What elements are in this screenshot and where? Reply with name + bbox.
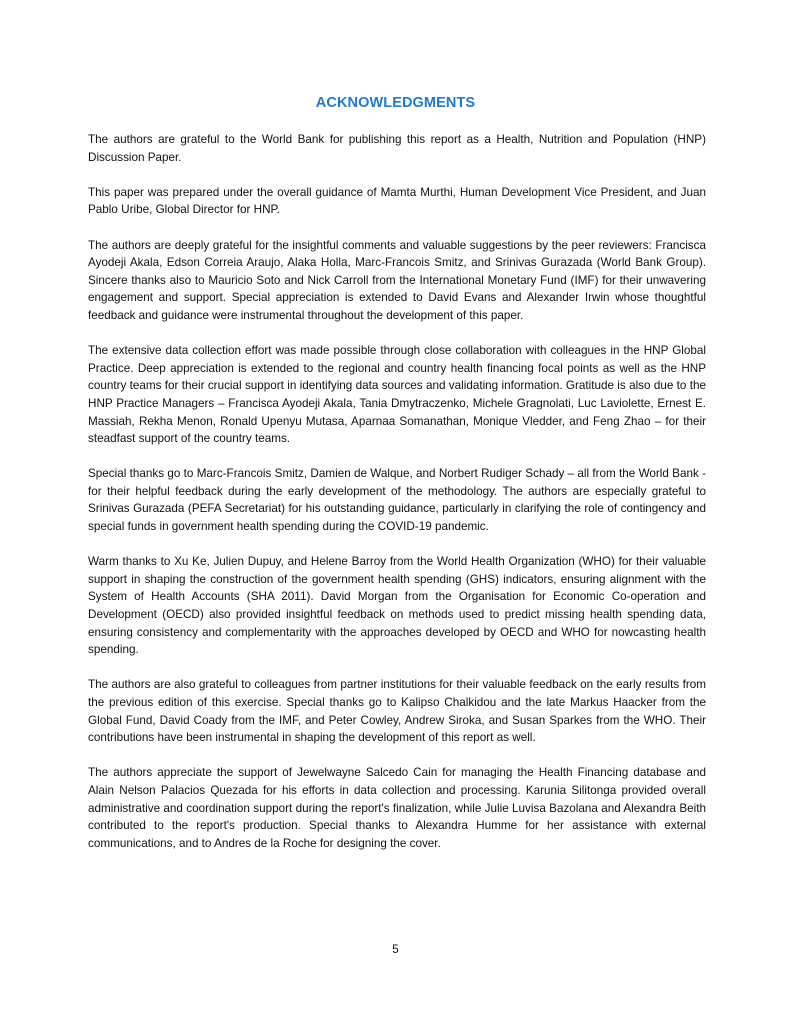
page-title: ACKNOWLEDGMENTS: [315, 95, 476, 111]
paragraph-peer-reviewers: The authors are deeply grateful for the insightful comments and valuable suggestions by the peer reviewers: Francisca Ayodeji Akala, Edson Correia Araujo, Alaka Holla, Marc-Francois Smitz, and Srinivas Gurazada (World Bank Group). Sincere thanks also to Mauricio Soto and Nick Carroll from the International Monetary Fund (IMF) for their unwavering engagement and support. Special appreciation is extended to David Evans and Alexander Irwin whose thoughtful feedback and guidance were instrumental throughout the development of this paper.: [88, 238, 706, 322]
paragraph-data-collection: The extensive data collection effort was made possible through close collaboration with colleagues in the HNP Global Practice. Deep appreciation is extended to the regional and country health financing focal points as well as the HNP country teams for their crucial support in identifying data sources and validating information. Gratitude is also due to the HNP Practice Managers – Francisca Ayodeji Akala, Tania Dmytraczenko, Michele Gragnolati, Luc Laviolette, Ernest E. Massiah, Rekha Menon, Ronald Upenyu Mutasa, Aparnaa Somanathan, Monique Vledder, and Feng Zhao – for their steadfast support of the country teams.: [88, 344, 706, 446]
paragraph-publishing: The authors are grateful to the World Bank for publishing this report as a Health, Nutrition and Population (HNP) Discussion Paper.: [88, 133, 706, 164]
paragraph-who-oecd-thanks: Warm thanks to Xu Ke, Julien Dupuy, and Helene Barroy from the World Health Organization (WHO) for their valuable support in shaping the construction of the government health spending (GHS) indicators, ensuring alignment with the System of Health Accounts (SHA 2011). David Morgan from the Organisation for Economic Co-operation and Development (OECD) also provided insightful feedback on methods used to predict missing health spending data, ensuring consistency and complementarity with the approaches developed by OECD and WHO for nowcasting health spending.: [88, 555, 706, 657]
paragraph-partner-institutions: The authors are also grateful to colleagues from partner institutions for their valuable feedback on the early results from the previous edition of this exercise. Special thanks go to Kalipso Chalkidou and the late Markus Haacker from the Global Fund, David Coady from the IMF, and Peter Cowley, Andrew Siroka, and Susan Sparkes from the WHO. Their contributions have been instrumental in shaping the development of this report as well.: [88, 678, 706, 745]
paragraph-support-staff: The authors appreciate the support of Jewelwayne Salcedo Cain for managing the Health Financing database and Alain Nelson Palacios Quezada for his efforts in data collection and processing. Karunia Silitonga provided overall administrative and coordination support during the report's finalization, while Julie Luvisa Bazolana and Alexandra Beith contributed to the report's production. Special thanks to Alexandra Humme for her assistance with external communications, and to Andres de la Roche for designing the cover.: [88, 766, 706, 850]
acknowledgments-body: [88, 131, 706, 870]
paragraph-guidance: This paper was prepared under the overall guidance of Mamta Murthi, Human Development Vice President, and Juan Pablo Uribe, Global Director for HNP.: [88, 185, 706, 217]
page-number: 5: [392, 944, 399, 956]
paragraph-methodology-thanks: Special thanks go to Marc-Francois Smitz, Damien de Walque, and Norbert Rudiger Schady – all from the World Bank - for their helpful feedback during the early development of the methodology. The authors are especially grateful to Srinivas Gurazada (PEFA Secretariat) for his outstanding guidance, particularly in clarifying the role of contingency and special funds in government health spending during the COVID-19 pandemic.: [88, 467, 706, 534]
